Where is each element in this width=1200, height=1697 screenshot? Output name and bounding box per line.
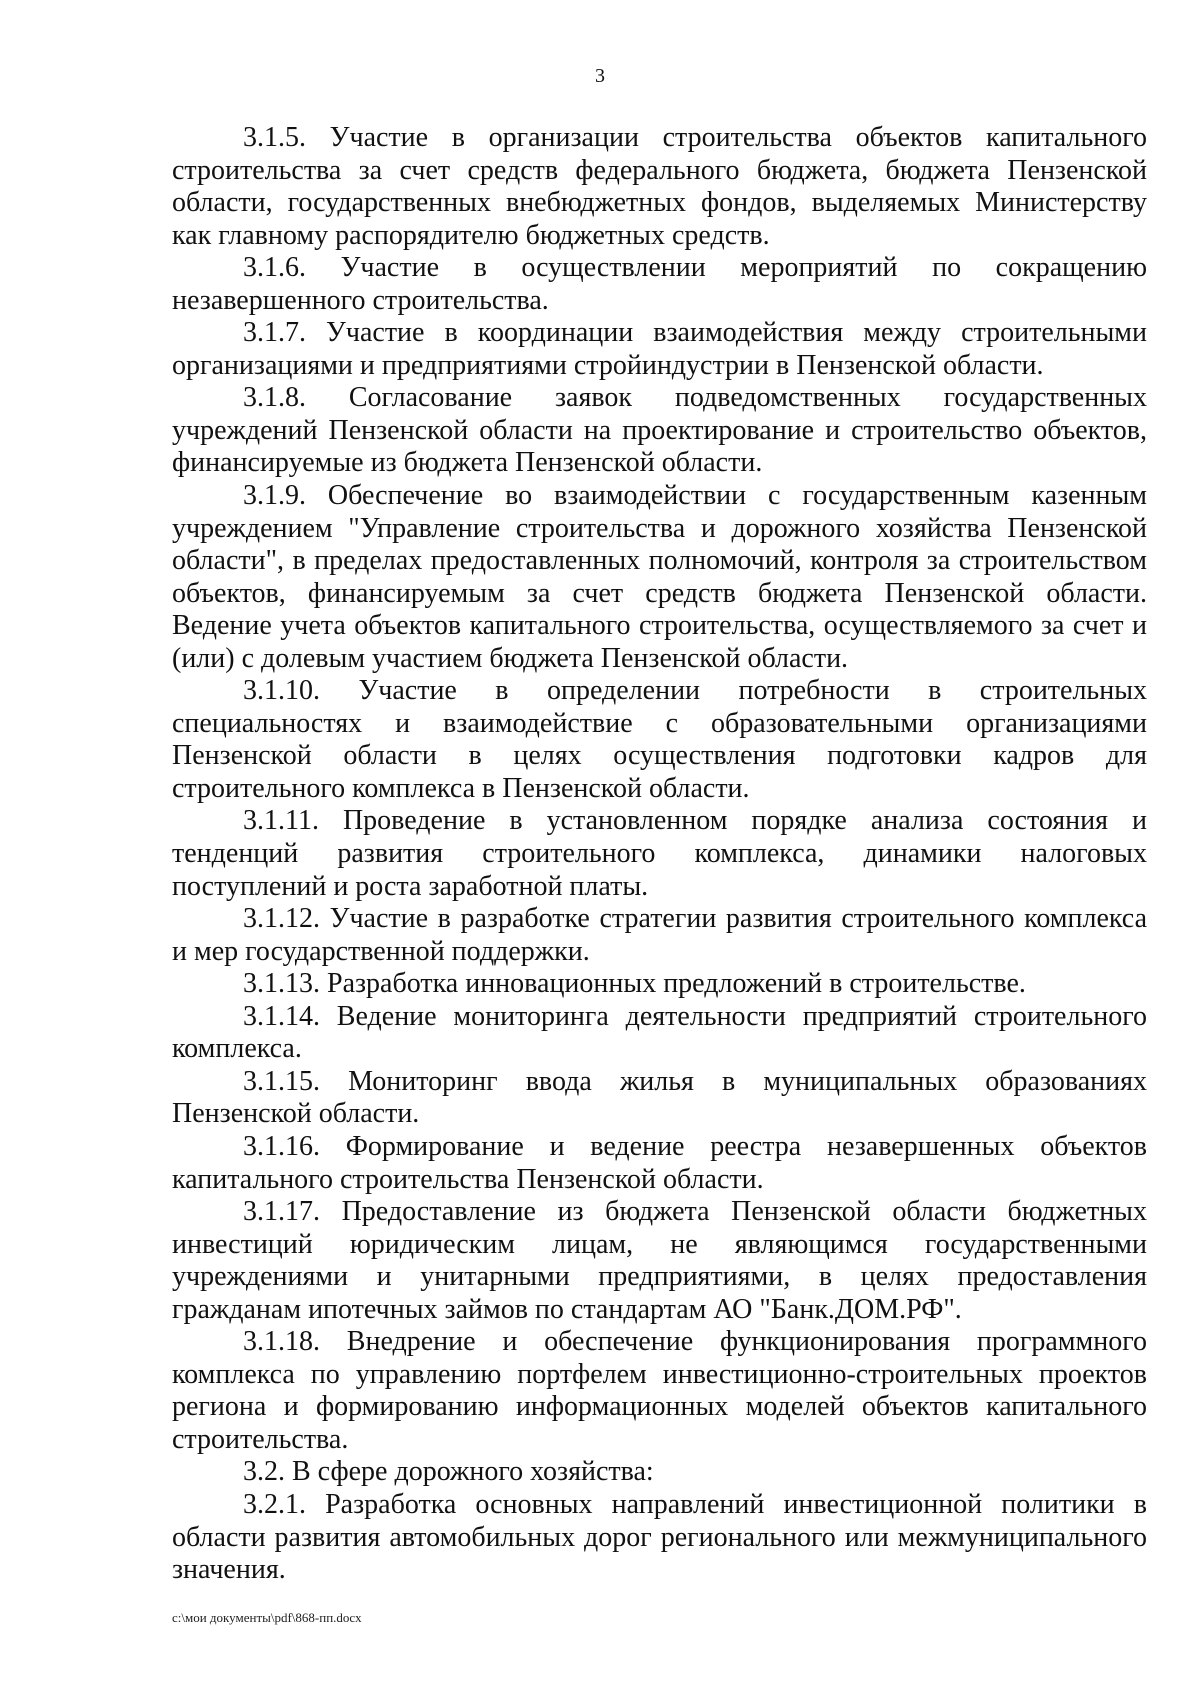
paragraph-3-1-9: 3.1.9. Обеспечение во взаимодействии с государственным казенным учреждением "Управление строительства и дорожного хозяйства Пензенской области", в пределах предоставленных полномочий, контроля за строительством объектов, финансируемым за счет средств бюджета Пензенской области. Ведение учета объектов капитального строительства, осуществляемого за счет и (или) с долевым участием бюджета Пензенской области.: [172, 480, 1147, 674]
footer-file-path: c:\мои документы\pdf\868-пп.docx: [172, 1610, 362, 1625]
paragraph-3-1-17: 3.1.17. Предоставление из бюджета Пензенской области бюджетных инвестиций юридическим лицам, не являющимся государственными учреждениями и унитарными предприятиями, в целях предоставления гражданам ипотечных займов по стандартам АО "Банк.ДОМ.РФ".: [172, 1196, 1147, 1325]
page-number: 3: [595, 65, 605, 87]
paragraph-3-1-8: 3.1.8. Согласование заявок подведомственных государственных учреждений Пензенской области на проектирование и строительство объектов, финансируемые из бюджета Пензенской области.: [172, 382, 1147, 479]
paragraph-3-1-18: 3.1.18. Внедрение и обеспечение функционирования программного комплекса по управлению портфелем инвестиционно-строительных проектов региона и формированию информационных моделей объектов капитального строительства.: [172, 1326, 1147, 1455]
paragraph-3-1-5: 3.1.5. Участие в организации строительства объектов капитального строительства за счет средств федерального бюджета, бюджета Пензенской области, государственных внебюджетных фондов, выделяемых Министерству как главному распорядителю бюджетных средств.: [172, 122, 1147, 251]
paragraph-3-1-12: 3.1.12. Участие в разработке стратегии развития строительного комплекса и мер государственной поддержки.: [172, 903, 1147, 967]
paragraph-3-1-6: 3.1.6. Участие в осуществлении мероприятий по сокращению незавершенного строительства.: [172, 252, 1147, 316]
paragraph-3-1-16: 3.1.16. Формирование и ведение реестра незавершенных объектов капитального строительства Пензенской области.: [172, 1130, 1147, 1195]
paragraph-3-1-10: 3.1.10. Участие в определении потребности в строительных специальностях и взаимодействие с образовательными организациями Пензенской области в целях осуществления подготовки кадров для строительного комплекса в Пензенской области.: [172, 675, 1147, 804]
paragraph-3-1-7: 3.1.7. Участие в координации взаимодействия между строительными организациями и предприятиями стройиндустрии в Пензенской области.: [172, 317, 1147, 381]
paragraph-3-1-11: 3.1.11. Проведение в установленном порядке анализа состояния и тенденций развития строительного комплекса, динамики налоговых поступлений и роста заработной платы.: [172, 805, 1147, 902]
paragraph-3-1-15: 3.1.15. Мониторинг ввода жилья в муниципальных образованиях Пензенской области.: [172, 1065, 1147, 1130]
section-heading-3-2: 3.2. В сфере дорожного хозяйства:: [243, 1456, 654, 1488]
paragraph-3-1-14: 3.1.14. Ведение мониторинга деятельности предприятий строительного комплекса.: [172, 1000, 1147, 1065]
paragraph-3-1-13: 3.1.13. Разработка инновационных предложений в строительстве.: [243, 968, 1026, 1000]
paragraph-3-2-1: 3.2.1. Разработка основных направлений инвестиционной политики в области развития автомобильных дорог регионального или межмуниципального значения.: [172, 1488, 1147, 1586]
document-body: [172, 122, 1147, 1587]
